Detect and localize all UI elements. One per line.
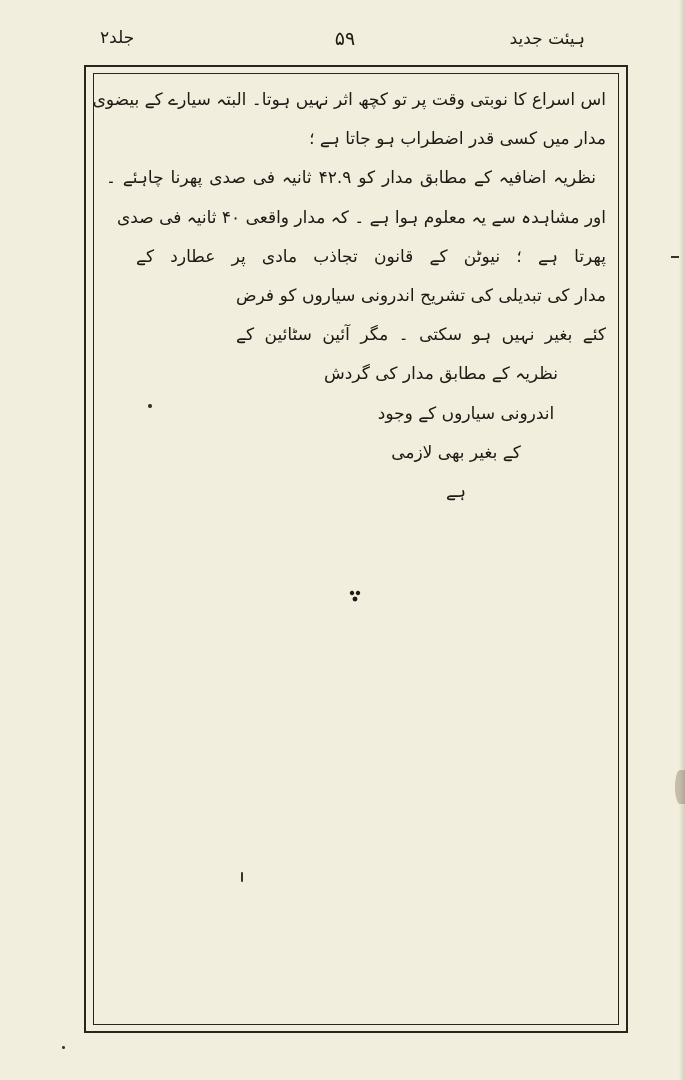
text-line: کے بغیر بھی لازمی (391, 442, 521, 463)
text-line: پھرتا ہے ؛ نیوٹن کے قانون تجاذب مادی پر عطارد کے (136, 246, 606, 267)
text-line: اور مشاہدہ سے یہ معلوم ہوا ہے ۔ کہ مدار واقعی ۴۰ ثانیہ فی صدی (117, 207, 606, 228)
fleuron-dots-icon (346, 588, 366, 604)
page-number: ۵۹ (334, 28, 356, 50)
volume-label: جلد۲ (100, 28, 135, 48)
ink-speck (62, 1046, 65, 1049)
text-line: اندرونی سیاروں کے وجود (377, 403, 555, 424)
body-text (92, 90, 606, 521)
text-line: مدار میں کسی قدر اضطراب ہو جاتا ہے ؛ (309, 129, 606, 150)
ink-speck (148, 404, 152, 408)
text-line: کئے بغیر نہیں ہو سکتی ۔ مگر آئین سٹائین کے (236, 325, 606, 346)
margin-mark (671, 256, 679, 258)
text-line: مدار کی تبدیلی کی تشریح اندرونی سیاروں کو فرض (236, 285, 606, 306)
running-header (0, 28, 685, 64)
text-line: ہے (446, 481, 466, 502)
text-line: نظریہ اضافیہ کے مطابق مدار کو ۴۲.۹ ثانیہ فی صدی پھرنا چاہئے ۔ (106, 168, 596, 189)
text-line: اس اسراع کا نوبتی وقت پر تو کچھ اثر نہیں ہوتا۔ البتہ سیارے کے بیضوی (92, 90, 606, 110)
ink-speck (241, 872, 243, 882)
page-edge-shadow (679, 0, 685, 1080)
text-line: نظریہ کے مطابق مدار کی گردش (324, 364, 558, 385)
book-title: ہیئت جدید (509, 29, 585, 49)
